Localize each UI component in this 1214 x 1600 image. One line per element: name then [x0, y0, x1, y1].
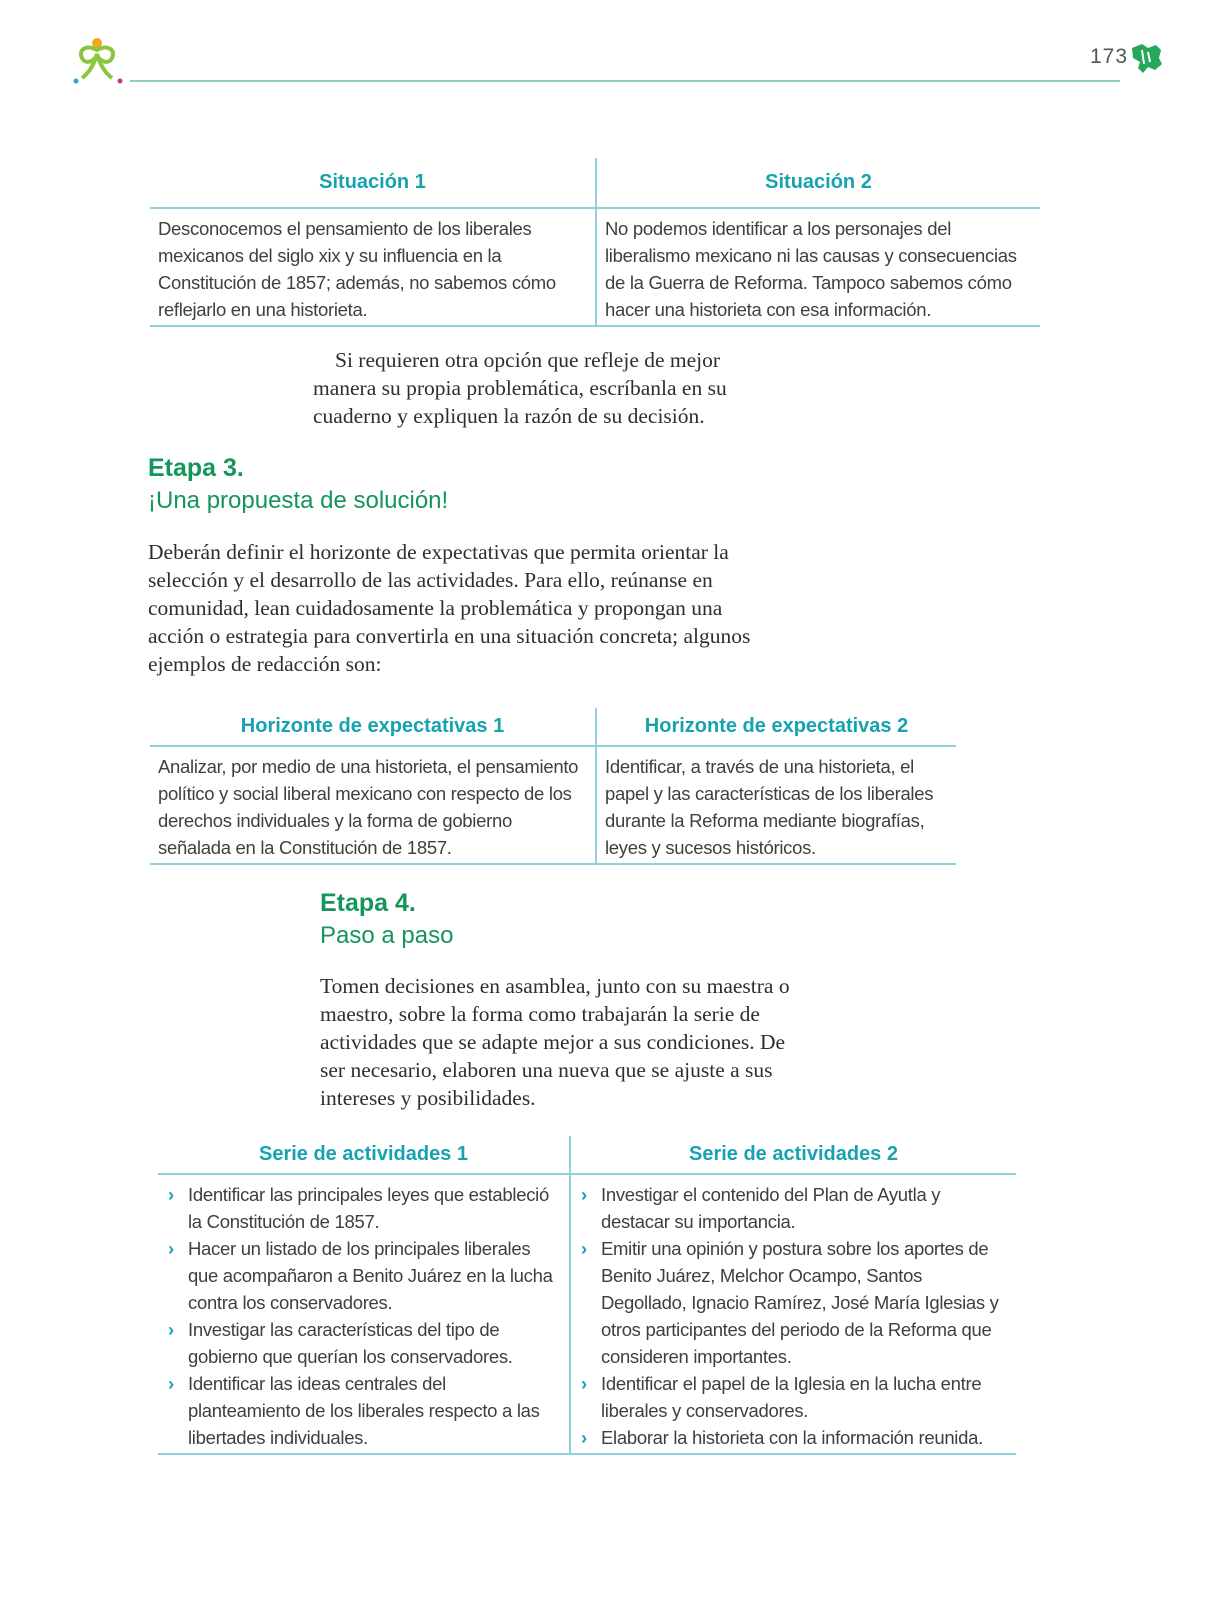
list-item: › Identificar el papel de la Iglesia en la lucha entre liberales y conservadores.	[579, 1370, 1010, 1424]
situacion-2-header: Situación 2	[596, 158, 1040, 208]
situacion-1-cell: Desconocemos el pensamiento de los liberales mexicanos del siglo xix y su influencia en la Constitución de 1857; además, no sabemos cómo reflejarlo en una historieta.	[150, 208, 596, 326]
header-rule	[130, 80, 1120, 82]
chevron-right-icon: ›	[168, 1184, 174, 1205]
etapa-3-title: ¡Una propuesta de solución!	[148, 487, 449, 514]
list-item: › Identificar las principales leyes que estableció la Constitución de 1857.	[166, 1181, 563, 1235]
situacion-1-header: Situación 1	[150, 158, 596, 208]
page-number: 173	[1090, 45, 1129, 68]
chevron-right-icon: ›	[168, 1238, 174, 1259]
horizonte-1-header: Horizonte de expectativas 1	[150, 708, 596, 746]
serie-2-list	[579, 1181, 1010, 1451]
serie-1-cell	[158, 1174, 570, 1454]
chevron-right-icon: ›	[168, 1319, 174, 1340]
serie-1-header: Serie de actividades 1	[158, 1136, 570, 1174]
serie-2-header: Serie de actividades 2	[570, 1136, 1016, 1174]
horizonte-1-cell: Analizar, por medio de una historieta, el pensamiento político y social liberal mexicano con respecto de los derechos individuales y la forma de gobierno señalada en la Constitución de 1857.	[150, 746, 596, 864]
etapa-3-paragraph: Deberán definir el horizonte de expectativas que permita orientar la selección y el desarrollo de las actividades. Para ello, reúnanse en comunidad, lean cuidadosamente la problemática y propongan una acción o estrategia para convertirla en una situación concreta; algunos ejemplos de redacción son:	[148, 540, 751, 676]
list-item: › Emitir una opinión y postura sobre los aportes de Benito Juárez, Melchor Ocampo, Santos Degollado, Ignacio Ramírez, José María Iglesias y otros participantes del periodo de la Reforma que consideren importantes.	[579, 1235, 1010, 1370]
situaciones-table	[150, 158, 1040, 327]
green-region-icon	[1128, 40, 1164, 76]
list-item: › Investigar el contenido del Plan de Ayutla y destacar su importancia.	[579, 1181, 1010, 1235]
chevron-right-icon: ›	[581, 1427, 587, 1448]
horizontes-table	[150, 708, 956, 865]
list-item: › Elaborar la historieta con la información reunida.	[579, 1424, 1010, 1451]
chevron-right-icon: ›	[168, 1373, 174, 1394]
situacion-2-cell: No podemos identificar a los personajes del liberalismo mexicano ni las causas y consecuencias de la Guerra de Reforma. Tampoco sabemos cómo hacer una historieta con esa información.	[596, 208, 1040, 326]
series-table	[158, 1136, 1016, 1455]
sprout-figure-icon	[72, 36, 124, 86]
list-item: › Identificar las ideas centrales del planteamiento de los liberales respecto a las libertades individuales.	[166, 1370, 563, 1451]
list-item: › Investigar las características del tipo de gobierno que querían los conservadores.	[166, 1316, 563, 1370]
option-note: Si requieren otra opción que refleje de mejor manera su propia problemática, escríbanla en su cuaderno y expliquen la razón de su decisión.	[313, 348, 727, 428]
horizonte-2-cell: Identificar, a través de una historieta, el papel y las características de los liberales durante la Reforma mediante biografías, leyes y sucesos históricos.	[596, 746, 956, 864]
chevron-right-icon: ›	[581, 1373, 587, 1394]
list-item: › Hacer un listado de los principales liberales que acompañaron a Benito Juárez en la lucha contra los conservadores.	[166, 1235, 563, 1316]
serie-2-cell	[570, 1174, 1016, 1454]
chevron-right-icon: ›	[581, 1184, 587, 1205]
etapa-3-number: Etapa 3.	[148, 454, 244, 482]
chevron-right-icon: ›	[581, 1238, 587, 1259]
etapa-4-title: Paso a paso	[320, 922, 454, 949]
horizonte-2-header: Horizonte de expectativas 2	[596, 708, 956, 746]
serie-1-list	[166, 1181, 563, 1451]
etapa-4-number: Etapa 4.	[320, 889, 416, 917]
etapa-4-paragraph: Tomen decisiones en asamblea, junto con su maestra o maestro, sobre la forma como trabajarán la serie de actividades que se adapte mejor a sus condiciones. De ser necesario, elaboren una nueva que se ajuste a sus intereses y posibilidades.	[320, 974, 790, 1110]
